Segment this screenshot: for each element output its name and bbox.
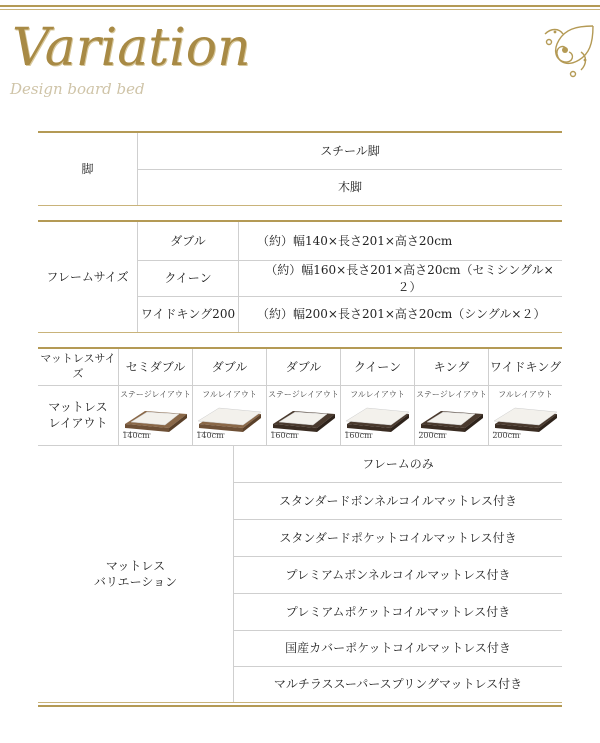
- bed-width-label: 140cm: [122, 430, 150, 440]
- frame-size-label: フレームサイズ: [46, 269, 129, 284]
- layout-name: ステージレイアウト: [416, 389, 487, 399]
- bed-width-label: 140cm: [196, 430, 224, 440]
- size-header-king: キング: [433, 359, 470, 374]
- frame-row-dims: （約）幅160×長さ201×高さ20cm（セミシングル×２）: [265, 263, 554, 294]
- bed-width-label: 200cm: [418, 430, 446, 440]
- frame-row-name: ワイドキング200: [140, 307, 236, 322]
- legs-label: 脚: [81, 161, 94, 176]
- page-title: Variation: [12, 18, 251, 78]
- mattress-size-label: マットレスサイズ: [40, 352, 116, 380]
- size-header-double: ダブル: [211, 359, 248, 374]
- frame-row-name: クイーン: [164, 271, 212, 286]
- bed-width-label: 160cm: [270, 430, 298, 440]
- legs-option-wood: 木脚: [337, 180, 362, 195]
- bed-width-label: 200cm: [492, 430, 520, 440]
- layout-name: ステージレイアウト: [120, 389, 191, 399]
- top-gold-rule-thin: [0, 9, 600, 10]
- layout-name: フルレイアウト: [350, 389, 405, 399]
- mattress-layout-label: マットレス レイアウト: [48, 399, 108, 430]
- variation-item: プレミアムボンネルコイルマットレス付き: [285, 567, 511, 582]
- size-header-double: ダブル: [285, 359, 322, 374]
- variation-item: マルチラススーパースプリングマットレス付き: [273, 677, 523, 692]
- bed-width-label: 160cm: [344, 430, 372, 440]
- legs-option-steel: スチール脚: [320, 143, 380, 158]
- frame-row-dims: （約）幅140×長さ201×高さ20cm: [257, 233, 453, 248]
- variation-bottom-rule: [38, 702, 562, 703]
- layout-name: フルレイアウト: [202, 389, 257, 399]
- variation-item: プレミアムポケットコイルマットレス付き: [285, 604, 511, 619]
- variation-item: 国産カバーポケットコイルマットレス付き: [285, 641, 511, 656]
- legs-bottom-rule: [38, 205, 562, 206]
- flourish-ornament-icon: [535, 20, 595, 80]
- frame-row-name: ダブル: [170, 233, 206, 248]
- variation-item: スタンダードポケットコイルマットレス付き: [279, 530, 517, 545]
- layout-name: フルレイアウト: [498, 389, 553, 399]
- variation-label: マットレス バリエーション: [93, 558, 178, 589]
- frame-row-dims: （約）幅200×長さ201×高さ20cm（シングル×２）: [257, 307, 546, 322]
- size-header-wide-king: ワイドキング: [489, 359, 562, 374]
- size-header-semi-double: セミダブル: [125, 359, 186, 374]
- top-gold-rule: [0, 5, 600, 7]
- variation-bottom-rule-thick: [38, 705, 562, 707]
- size-header-queen: クイーン: [353, 359, 402, 374]
- layout-name: ステージレイアウト: [268, 389, 339, 399]
- page-subtitle: Design board bed: [10, 80, 145, 98]
- variation-item: フレームのみ: [362, 456, 434, 471]
- variation-item: スタンダードボンネルコイルマットレス付き: [279, 493, 517, 508]
- frame-bottom-rule: [38, 332, 562, 333]
